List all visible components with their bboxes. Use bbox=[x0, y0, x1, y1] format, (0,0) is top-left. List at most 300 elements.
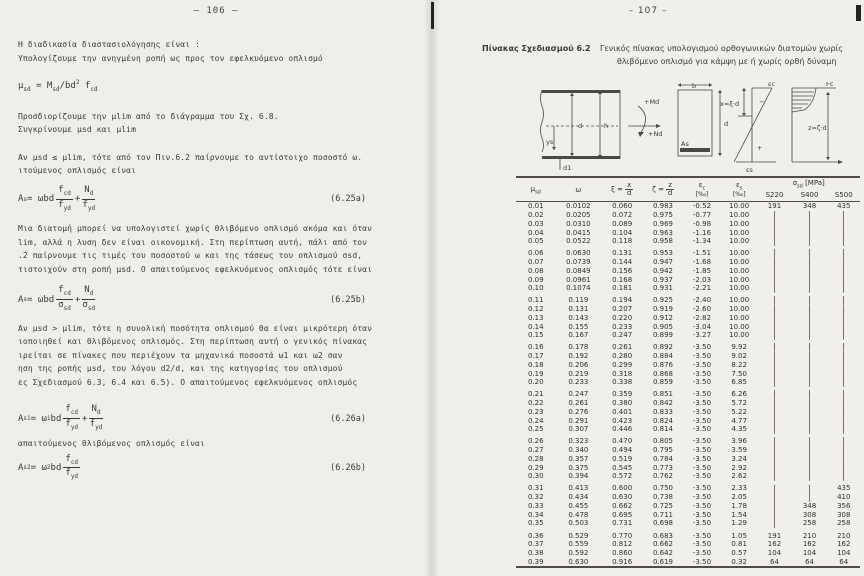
table-cell: 104 bbox=[837, 548, 851, 557]
table-cell: 0.23 bbox=[527, 407, 544, 416]
table-cell bbox=[792, 220, 828, 229]
table-cell: 0.22 bbox=[527, 399, 544, 408]
table-cell bbox=[792, 370, 828, 379]
table-cell: 0.859 bbox=[652, 378, 674, 387]
table-cell: 0.925 bbox=[652, 296, 674, 305]
table-cell: -3.50 bbox=[692, 531, 712, 540]
text-line: Η διαδικασία διαστασιολόγησης είναι : bbox=[18, 40, 200, 49]
table-cell: 0.413 bbox=[568, 484, 589, 493]
table-cell: -3.50 bbox=[692, 425, 712, 434]
table-cell: 0.619 bbox=[652, 557, 674, 566]
svg-text:+Nd: +Nd bbox=[648, 130, 663, 138]
table-cell: 0.81 bbox=[731, 540, 747, 549]
table-row bbox=[516, 220, 860, 229]
table-cell: 0.32 bbox=[731, 557, 747, 566]
table-cell: 0.0310 bbox=[566, 219, 591, 228]
col-header-zeta: ζ = $\frac{z}{d}$ bbox=[652, 181, 673, 198]
table-cell bbox=[828, 293, 860, 305]
table-cell: 2.05 bbox=[731, 493, 747, 502]
table-cell: 0.942 bbox=[652, 266, 674, 275]
table-cell: 0.455 bbox=[568, 501, 589, 510]
table-cell: 348 bbox=[802, 501, 817, 510]
table-cell bbox=[757, 387, 791, 399]
table-cell: 0.318 bbox=[612, 369, 633, 378]
table-cell: 0.695 bbox=[612, 510, 633, 519]
table-cell bbox=[757, 417, 791, 426]
table-cell: 0.26 bbox=[527, 437, 544, 446]
table-cell: 64 bbox=[805, 557, 814, 566]
table-cell bbox=[828, 455, 860, 464]
table-cell: 0.323 bbox=[568, 437, 589, 446]
table-cell bbox=[828, 323, 860, 332]
table-cell: 0.155 bbox=[568, 322, 589, 331]
table-cell bbox=[828, 425, 860, 434]
table-row bbox=[516, 540, 860, 549]
table-cell bbox=[757, 220, 791, 229]
table-cell: 0.773 bbox=[652, 463, 674, 472]
table-cell bbox=[828, 399, 860, 408]
intro-paragraph bbox=[18, 38, 414, 65]
table-cell bbox=[828, 387, 860, 399]
table-cell: 0.359 bbox=[612, 390, 633, 399]
table-cell: -3.04 bbox=[692, 322, 712, 331]
table-cell: -3.50 bbox=[692, 463, 712, 472]
svg-text:z=ζ·d: z=ζ·d bbox=[808, 124, 827, 132]
page-gutter bbox=[424, 0, 440, 576]
table-cell: 10.00 bbox=[729, 284, 750, 293]
table-row bbox=[516, 258, 860, 267]
svg-text:+: + bbox=[757, 144, 763, 152]
table-cell bbox=[828, 314, 860, 323]
table-row bbox=[516, 549, 860, 558]
table-row bbox=[516, 558, 860, 568]
table-cell: 0.181 bbox=[612, 284, 633, 293]
table-cell: 0.805 bbox=[652, 437, 674, 446]
table-cell: 7.50 bbox=[731, 369, 747, 378]
table-cell bbox=[792, 434, 828, 446]
table-cell: -3.50 bbox=[692, 360, 712, 369]
table-row bbox=[516, 464, 860, 473]
table-cell: 308 bbox=[837, 510, 851, 519]
table-cell bbox=[792, 352, 828, 361]
table-cell bbox=[792, 446, 828, 455]
text-line: Μια διατομή μπορεί να υπολογιστεί χωρίς θλιβόμενο οπλισμό ακόμα και όταν bbox=[18, 224, 372, 234]
table-cell: 0.27 bbox=[527, 446, 544, 455]
table-cell: -3.50 bbox=[692, 369, 712, 378]
table-cell: 0.338 bbox=[612, 378, 633, 387]
table-cell bbox=[792, 399, 828, 408]
table-row bbox=[516, 267, 860, 276]
text-line: ιτούμενος οπλισμός είναι bbox=[18, 166, 136, 176]
text-line: ιρείται σε πίνακες που περιέχουν τα μηχανικά ποσοστά ω1 και ω2 σαν bbox=[18, 350, 343, 360]
table-cell: 191 bbox=[767, 202, 782, 211]
table-row bbox=[516, 455, 860, 464]
table-cell: 10.00 bbox=[729, 237, 750, 246]
table-cell: 0.0522 bbox=[566, 237, 591, 246]
table-cell: 3.96 bbox=[731, 437, 747, 446]
table-cell bbox=[828, 408, 860, 417]
table-cell: 0.899 bbox=[652, 331, 674, 340]
table-cell: 9.92 bbox=[731, 343, 747, 352]
table-cell: 0.478 bbox=[568, 510, 589, 519]
table-cell bbox=[828, 378, 860, 387]
table-cell bbox=[757, 258, 791, 267]
table-cell: 0.261 bbox=[612, 343, 633, 352]
table-cell: 0.192 bbox=[568, 352, 589, 361]
svg-text:d: d bbox=[724, 120, 729, 128]
table-cell: 2.62 bbox=[731, 472, 747, 481]
table-row bbox=[516, 511, 860, 520]
table-cell: 3.59 bbox=[731, 446, 747, 455]
table-cell: 0.072 bbox=[612, 211, 633, 220]
caption-line: Γενικός πίνακας υπολογισμού ορθογωνικών διατομών χωρίς bbox=[600, 44, 843, 53]
table-cell: 104 bbox=[767, 548, 782, 557]
table-cell: 410 bbox=[837, 493, 851, 502]
table-cell: 0.168 bbox=[612, 275, 633, 284]
table-cell bbox=[757, 361, 791, 370]
table-cell bbox=[757, 425, 791, 434]
table-cell: 0.851 bbox=[652, 390, 674, 399]
table-cell: -3.50 bbox=[692, 493, 712, 502]
table-cell: 0.247 bbox=[568, 390, 589, 399]
table-cell: 0.156 bbox=[612, 266, 633, 275]
table-cell: 0.931 bbox=[652, 284, 674, 293]
table-cell: 0.842 bbox=[652, 399, 674, 408]
table-cell bbox=[792, 293, 828, 305]
table-row bbox=[516, 519, 860, 528]
table-cell: -3.50 bbox=[692, 437, 712, 446]
table-cell: 0.0739 bbox=[566, 258, 591, 267]
table-cell: 0.060 bbox=[612, 202, 633, 211]
table-cell: 5.22 bbox=[731, 407, 747, 416]
table-cell: 0.0630 bbox=[566, 249, 591, 258]
table-cell: 0.1074 bbox=[566, 284, 591, 293]
col-header-xi: ξ = $\frac{x}{d}$ bbox=[610, 181, 632, 198]
table-cell: 0.750 bbox=[652, 484, 674, 493]
table-cell: -3.50 bbox=[692, 557, 712, 566]
paragraph-2 bbox=[18, 110, 414, 137]
table-row bbox=[516, 305, 860, 314]
table-cell bbox=[757, 267, 791, 276]
table-cell: 0.20 bbox=[527, 378, 544, 387]
table-cell: 64 bbox=[839, 557, 849, 566]
table-cell bbox=[792, 305, 828, 314]
table-cell: 6.26 bbox=[731, 390, 747, 399]
table-cell: 0.57 bbox=[731, 548, 747, 557]
table-cell: 10.00 bbox=[729, 275, 750, 284]
table-cell: 0.261 bbox=[568, 399, 589, 408]
table-cell: 0.233 bbox=[612, 322, 633, 331]
equation-tag: (6.25a) bbox=[330, 194, 366, 205]
col-header-s220: S220 bbox=[765, 191, 784, 200]
table-cell: 0.25 bbox=[527, 425, 544, 434]
table-cell bbox=[757, 408, 791, 417]
table-cell bbox=[828, 417, 860, 426]
table-cell: 0.119 bbox=[568, 296, 589, 305]
table-cell: 0.089 bbox=[612, 219, 633, 228]
table-cell: 0.975 bbox=[652, 211, 674, 220]
table-cell: 0.28 bbox=[527, 454, 544, 463]
table-cell: 0.969 bbox=[652, 219, 674, 228]
table-cell: -1.68 bbox=[692, 258, 712, 267]
text-line: ηση της ροπής μsd, του λόγου d2/d, και της κατηγορίας του οπλισμού bbox=[18, 364, 343, 374]
equation-tag: (6.26b) bbox=[330, 462, 366, 473]
table-row bbox=[516, 293, 860, 305]
table-cell: 1.29 bbox=[731, 519, 747, 528]
table-cell: 1.54 bbox=[731, 510, 747, 519]
table-cell: -3.50 bbox=[692, 519, 712, 528]
table-cell: 258 bbox=[837, 519, 851, 528]
table-cell bbox=[792, 211, 828, 220]
table-cell: 0.131 bbox=[612, 249, 633, 258]
table-cell: 162 bbox=[837, 540, 851, 549]
table-cell bbox=[828, 229, 860, 238]
table-cell: 0.220 bbox=[612, 313, 633, 322]
table-cell: 0.16 bbox=[527, 343, 544, 352]
cross-section-figure bbox=[678, 82, 728, 156]
table-cell: 0.470 bbox=[612, 437, 633, 446]
text-line: τιστοιχούν στη ροπή μsd. Ο απαιτούμενος εφελκυόμενος οπλισμός τότε είναι bbox=[18, 264, 372, 274]
table-cell: 0.519 bbox=[612, 454, 633, 463]
table-cell: -2.40 bbox=[692, 296, 712, 305]
table-cell: 0.144 bbox=[612, 258, 633, 267]
table-cell: 0.876 bbox=[652, 360, 674, 369]
table-cell bbox=[792, 284, 828, 293]
table-cell bbox=[757, 293, 791, 305]
table-cell bbox=[757, 455, 791, 464]
table-cell: 10.00 bbox=[729, 305, 750, 314]
table-cell: 0.868 bbox=[652, 369, 674, 378]
design-table-6-2 bbox=[516, 176, 860, 568]
table-cell: 0.592 bbox=[568, 548, 589, 557]
table-cell: 0.545 bbox=[612, 463, 633, 472]
table-cell bbox=[757, 352, 791, 361]
svg-text:εs: εs bbox=[746, 166, 753, 174]
table-row bbox=[516, 408, 860, 417]
text-line: Προσδιορίζουμε την μlim από το διάγραμμα του Σχ. 6.8. bbox=[18, 111, 279, 121]
table-cell: 0.39 bbox=[527, 557, 544, 566]
table-cell bbox=[757, 229, 791, 238]
svg-text:x=ξ·d: x=ξ·d bbox=[720, 100, 740, 108]
table-cell: 0.194 bbox=[612, 296, 633, 305]
svg-text:As: As bbox=[681, 140, 689, 148]
table-cell: 0.762 bbox=[652, 472, 674, 481]
table-cell: 0.340 bbox=[568, 446, 589, 455]
table-cell: -3.50 bbox=[692, 472, 712, 481]
table-cell bbox=[792, 331, 828, 340]
table-cell bbox=[828, 284, 860, 293]
text-line: ες Σχεδιασμού 6.3, 6.4 και 6.5). Ο απαιτούμενος εφελκυόμενος οπλισμός bbox=[18, 377, 358, 387]
table-cell bbox=[792, 481, 828, 493]
table-cell bbox=[757, 284, 791, 293]
table-cell bbox=[828, 237, 860, 246]
table-cell bbox=[792, 378, 828, 387]
table-caption bbox=[482, 42, 852, 66]
table-cell bbox=[757, 340, 791, 352]
table-cell: 0.01 bbox=[527, 202, 544, 211]
table-cell: 0.770 bbox=[612, 531, 633, 540]
table-cell: 435 bbox=[837, 202, 851, 211]
table-cell bbox=[757, 378, 791, 387]
table-row bbox=[516, 370, 860, 379]
table-cell: 0.503 bbox=[568, 519, 589, 528]
table-cell bbox=[757, 481, 791, 493]
table-cell: 0.07 bbox=[527, 258, 544, 267]
table-cell: 10.00 bbox=[729, 202, 750, 211]
table-cell bbox=[792, 425, 828, 434]
table-row bbox=[516, 502, 860, 511]
col-group-sigma-sd: $\sigma_{sd}$ [MPa] bbox=[792, 179, 825, 190]
svg-text:b: b bbox=[692, 82, 697, 90]
table-cell: -3.50 bbox=[692, 352, 712, 361]
table-cell: 2.92 bbox=[731, 463, 747, 472]
table-cell: 0.916 bbox=[612, 557, 633, 566]
table-cell: 0.572 bbox=[612, 472, 633, 481]
table-cell: -3.50 bbox=[692, 446, 712, 455]
table-cell: 0.299 bbox=[612, 360, 633, 369]
table-row bbox=[516, 237, 860, 246]
table-cell: -2.03 bbox=[692, 275, 712, 284]
col-header-ec: $\varepsilon_c$ [‰] bbox=[695, 181, 709, 199]
table-cell: 0.884 bbox=[652, 352, 674, 361]
table-cell bbox=[757, 511, 791, 520]
table-cell: 10.00 bbox=[729, 296, 750, 305]
table-cell: 0.784 bbox=[652, 454, 674, 463]
table-cell: -1.34 bbox=[692, 237, 712, 246]
table-cell: 0.307 bbox=[568, 425, 589, 434]
table-cell: 2.33 bbox=[731, 484, 747, 493]
table-cell bbox=[828, 446, 860, 455]
table-cell: 0.03 bbox=[527, 219, 544, 228]
table-cell: 0.357 bbox=[568, 454, 589, 463]
equation-tag: (6.25b) bbox=[330, 294, 366, 305]
table-cell: 0.29 bbox=[527, 463, 544, 472]
paragraph-4 bbox=[18, 222, 414, 276]
table-cell: -3.50 bbox=[692, 501, 712, 510]
table-cell bbox=[792, 493, 828, 502]
table-row bbox=[516, 352, 860, 361]
table-row bbox=[516, 361, 860, 370]
table-cell: 0.36 bbox=[527, 531, 544, 540]
svg-text:h: h bbox=[604, 122, 609, 130]
table-cell: 0.17 bbox=[527, 352, 544, 361]
table-cell: -0.98 bbox=[692, 219, 712, 228]
table-row bbox=[516, 446, 860, 455]
spine-scan-mark bbox=[431, 2, 434, 29]
table-cell: 0.683 bbox=[652, 531, 674, 540]
table-cell: -1.85 bbox=[692, 266, 712, 275]
table-cell bbox=[757, 331, 791, 340]
table-cell: 0.12 bbox=[527, 305, 544, 314]
table-cell: 162 bbox=[802, 540, 817, 549]
table-cell bbox=[828, 220, 860, 229]
table-cell: -3.50 bbox=[692, 399, 712, 408]
table-cell: 0.11 bbox=[527, 296, 544, 305]
text-line: ιοποιηθεί και θλιβόμενος οπλισμός. Στη περίπτωση αυτή ο γενικός πίνακας bbox=[18, 337, 368, 347]
table-cell: 0.375 bbox=[568, 463, 589, 472]
table-cell bbox=[792, 464, 828, 473]
table-cell bbox=[792, 340, 828, 352]
table-cell bbox=[828, 258, 860, 267]
table-cell: 0.494 bbox=[612, 446, 633, 455]
table-cell: 0.19 bbox=[527, 369, 544, 378]
table-cell bbox=[757, 472, 791, 481]
equation-tag: (6.26a) bbox=[330, 413, 366, 424]
table-cell: -3.27 bbox=[692, 331, 712, 340]
table-cell: 0.280 bbox=[612, 352, 633, 361]
strain-diagram-figure bbox=[720, 82, 776, 174]
table-cell: -3.50 bbox=[692, 378, 712, 387]
table-cell: 308 bbox=[802, 510, 817, 519]
table-cell: 0.118 bbox=[612, 237, 633, 246]
table-cell: 0.662 bbox=[612, 501, 633, 510]
table-cell: 0.09 bbox=[527, 275, 544, 284]
design-table-body bbox=[516, 202, 860, 567]
section-diagrams bbox=[520, 82, 850, 176]
table-cell: 0.167 bbox=[568, 331, 589, 340]
equation-6-25b: A s = ω bd $\frac{f_{cd}}{\sigma_{sd}}$ + $\frac{N_d}{\sigma_{sd}}$ (6.25b) bbox=[18, 285, 366, 312]
table-cell: 9.02 bbox=[731, 352, 747, 361]
table-row bbox=[516, 340, 860, 352]
table-cell: 0.892 bbox=[652, 343, 674, 352]
table-cell: 0.291 bbox=[568, 416, 589, 425]
col-header-s400: S400 bbox=[800, 191, 819, 200]
table-cell: 0.32 bbox=[527, 493, 544, 502]
table-cell: 0.178 bbox=[568, 343, 589, 352]
table-cell: 0.446 bbox=[612, 425, 633, 434]
table-cell: 0.276 bbox=[568, 407, 589, 416]
table-cell: 0.02 bbox=[527, 211, 544, 220]
table-row bbox=[516, 417, 860, 426]
svg-text:εc: εc bbox=[768, 82, 776, 88]
table-cell: 210 bbox=[802, 531, 817, 540]
beam-elevation-figure bbox=[541, 90, 663, 172]
table-cell bbox=[792, 314, 828, 323]
stress-block-figure bbox=[792, 82, 843, 164]
table-cell: 0.434 bbox=[568, 493, 589, 502]
table-cell: 0.953 bbox=[652, 249, 674, 258]
table-cell: -3.50 bbox=[692, 407, 712, 416]
table-cell bbox=[792, 408, 828, 417]
equation-6-26b: A s2 = ω 2 bd $\frac{f_{cd}}{f_{yd}}$ (6.26b) bbox=[18, 453, 366, 481]
table-cell: 0.0961 bbox=[566, 275, 591, 284]
table-cell: 0.34 bbox=[527, 510, 544, 519]
table-cell: 0.698 bbox=[652, 519, 674, 528]
table-row bbox=[516, 331, 860, 340]
equation-6-26a: A s1 = ω 1 bd $\frac{f_{cd}}{f_{yd}}$ + $\frac{N_d}{f_{yd}}$ (6.26a) bbox=[18, 404, 366, 432]
table-cell: 0.738 bbox=[652, 493, 674, 502]
table-cell: 162 bbox=[767, 540, 782, 549]
table-cell bbox=[792, 267, 828, 276]
table-cell: 10.00 bbox=[729, 249, 750, 258]
table-cell: 10.00 bbox=[729, 219, 750, 228]
table-row bbox=[516, 472, 860, 481]
text-line: Υπολογίζουμε την ανηγμένη ροπή ως προς τον εφελκυόμενο οπλισμό bbox=[18, 53, 323, 63]
table-cell: 0.38 bbox=[527, 548, 544, 557]
table-cell: 0.14 bbox=[527, 322, 544, 331]
table-cell: 1.05 bbox=[731, 531, 747, 540]
table-cell: 356 bbox=[837, 501, 851, 510]
table-cell: 4.77 bbox=[731, 416, 747, 425]
table-cell: 0.824 bbox=[652, 416, 674, 425]
table-cell: -3.50 bbox=[692, 540, 712, 549]
table-row bbox=[516, 434, 860, 446]
table-cell: -0.77 bbox=[692, 211, 712, 220]
col-header-es: $\varepsilon_s$ [‰] bbox=[732, 181, 746, 199]
table-cell: 0.600 bbox=[612, 484, 633, 493]
table-cell: 1.78 bbox=[731, 501, 747, 510]
table-row bbox=[516, 425, 860, 434]
